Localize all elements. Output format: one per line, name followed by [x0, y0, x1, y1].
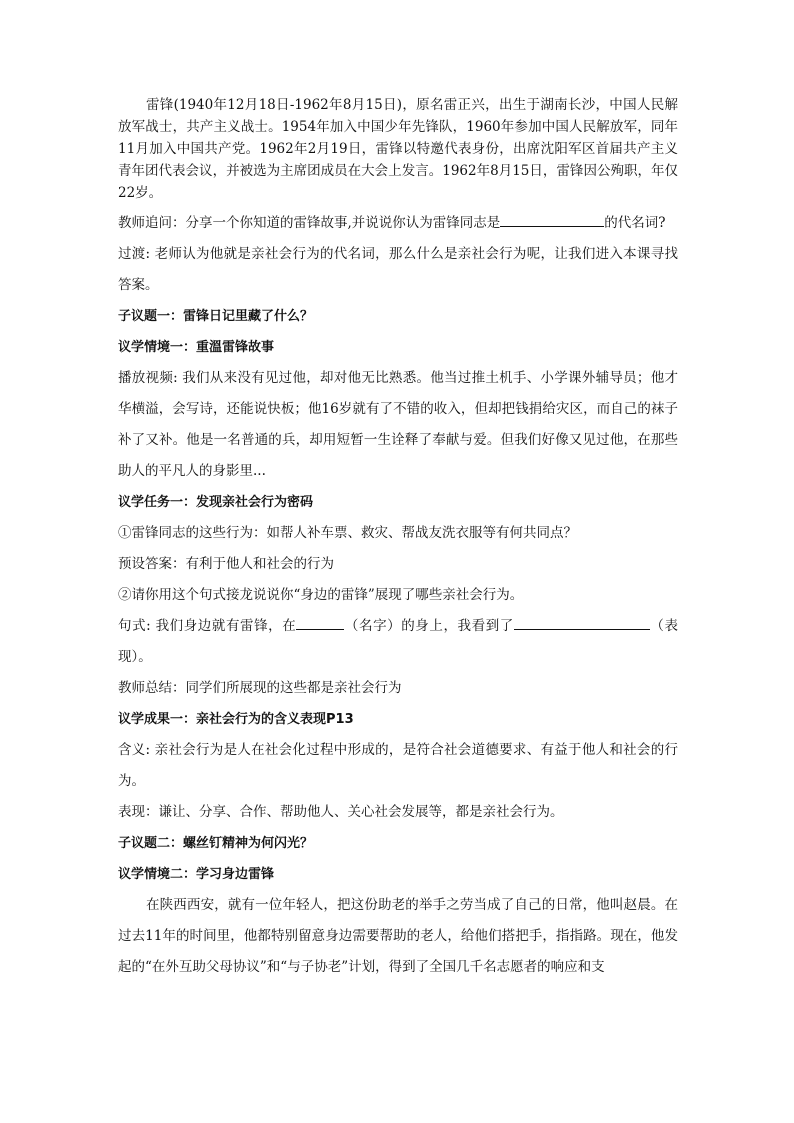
- manifestation-paragraph: 表现：谦让、分享、合作、帮助他人、关心社会发展等，都是亲社会行为。: [118, 804, 564, 820]
- sentence-pattern: [118, 611, 678, 673]
- teacher-summary: 教师总结：同学们所展现的这些都是亲社会行为: [118, 680, 402, 696]
- question-2: ②请你用这个句式接龙说说你“身边的雷锋”展现了哪些亲社会行为。: [118, 587, 524, 603]
- situation-2-heading: 议学情境二：学习身边雷锋: [118, 867, 275, 882]
- transition-paragraph: 过渡: 老师认为他就是亲社会行为的代名词，那么什么是亲社会行为呢，让我们进入本课寻找答案。: [118, 246, 678, 293]
- sentence-pattern-part2: （名字）的身上，我看到了: [344, 618, 514, 634]
- question-1: ①雷锋同志的这些行为：如帮人补车票、救灾、帮战友洗衣服等有何共同点？: [118, 525, 577, 541]
- teacher-question-end: 的代名词?: [604, 215, 666, 231]
- preset-answer: 预设答案：有利于他人和社会的行为: [118, 556, 334, 572]
- intro-paragraph: 雷锋(1940年12月18日-1962年8月15日)，原名雷正兴，出生于湖南长沙，中国人民解放军战士，共产主义战士。1954年加入中国少年先锋队，1960年参加中国人民解放军，同年11月加入中国共产党。1962年2月19日，雷锋以特邀代表身份，出席沈阳军区首届共产主义青年团代表会议，并被选为主席团成员在大会上发言。1962年8月15日，雷锋因公殉职，年仅22岁。: [118, 97, 678, 201]
- situation-1-heading: 议学情境一：重溫雷锋故事: [118, 340, 275, 355]
- video-paragraph: 播放视频: 我们从来没有见过他，却对他无比熟悉。他当过推土机手、小学课外辅导员；他才华横溢，会写诗，还能说快板；他16岁就有了不错的收入，但却把钱捐给灾区，而自己的袜子补了又补。他是一名普通的兵，却用短暂一生诠释了奉献与爱。但我们好像又见过他，在那些助人的平凡人的身影里...: [118, 370, 678, 479]
- task-1-heading: 议学任务一：发现亲社会行为密码: [118, 495, 314, 510]
- answer-blank[interactable]: [500, 212, 604, 227]
- name-blank[interactable]: [296, 615, 344, 630]
- sub-topic-1-heading: 子议题一：雷锋日记里藏了什么？: [118, 309, 314, 324]
- meaning-paragraph: 含义: 亲社会行为是人在社会化过程中形成的，是符合社会道德要求、有益于他人和社会的行为。: [118, 742, 678, 789]
- sentence-pattern-part3: （表现）。: [118, 618, 679, 665]
- teacher-question-text: 教师追问：分享一个你知道的雷锋故事,并说说你认为雷锋同志是: [118, 215, 501, 231]
- sentence-pattern-part1: 句式: 我们身边就有雷锋，在: [118, 618, 297, 634]
- result-1-heading: 议学成果一：亲社会行为的含义表现P13: [118, 712, 354, 727]
- sub-topic-2-heading: 子议题二：螺丝钉精神为何闪光？: [118, 836, 314, 851]
- behavior-blank[interactable]: [514, 615, 650, 630]
- document-page: [118, 94, 678, 983]
- story-2-paragraph: 在陕西西安，就有一位年轻人，把这份助老的举手之劳当成了自己的日常，他叫赵晨。在过去11年的时间里，他都特别留意身边需要帮助的老人，给他们搭把手，指指路。现在，他发起的“在外互助父母协议”和“与子协老”计划，得到了全国几千名志愿者的响应和支: [118, 897, 678, 975]
- teacher-question: [118, 208, 678, 239]
